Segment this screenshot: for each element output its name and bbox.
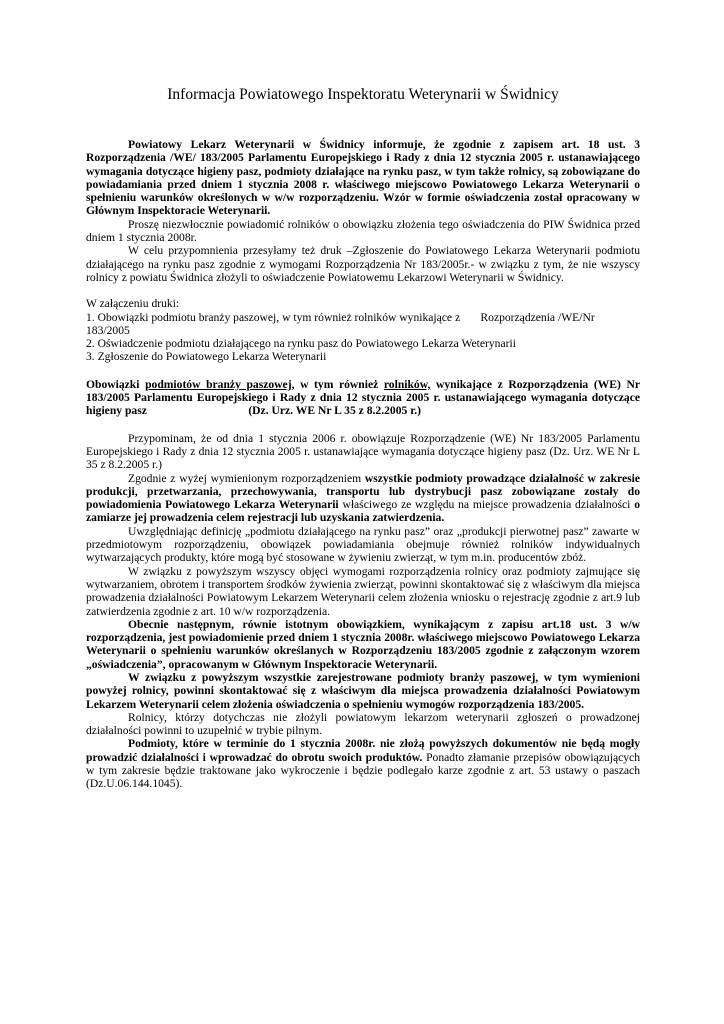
according-text: właściwego ze względu na miejsce prowadzenia działalności (338, 498, 635, 512)
final-bold: Podmioty, które w terminie do 1 stycznia 2008r. nie złożą powyższych dokumentów nie będą mogły prowadzić działalności i wprowadzać do obrotu swoich produktów. (86, 737, 640, 764)
attachment-item-1: 1. Obowiązki podmiotu branży paszowej, w tym również rolników wynikające z Rozporządzenia /WE/Nr 183/2005 (86, 310, 598, 337)
section-heading-part: Rozporządzenia (WE) Nr 183/2005 Parlamentu Europejskiego i Rady z dnia 12 stycznia 2005 r. ustanawiającego wymagania dotyczące higieny pasz (Dz. Urz. WE Nr L 35 z 8.2.2005 r.) (86, 377, 643, 418)
attachments-heading: W załączeniu druki: (86, 297, 180, 311)
notify-paragraph: Proszę niezwłocznie powiadomić rolników o obowiązku złożenia tego oświadczenia do PIW Świdnica przed dniem 1 stycznia 2008r. (86, 217, 640, 245)
reminder-paragraph: W celu przypomnienia przesyłamy też druk –Zgłoszenie do Powiatowego Lekarza Weterynarii podmiotu działającego na rynku pasz zgodnie z wymogami Rozporządzenia Nr 183/2005r.- w związku z tym, że nie wszyscy rolnicy z powiatu Świdnica złożyli to oświadczenie Powiatowemu Lekarzowi Weterynarii w Świdnicy. (86, 244, 640, 284)
according-bold: o zamiarze jej prowadzenia celem rejestracji lub uzyskania zatwierdzenia. (86, 498, 640, 525)
next-obligation-paragraph: Obecnie następnym, równie istotnym obowiązkiem, wynikającym z zapisu art.18 ust. 3 w/w rozporządzenia, jest powiadomienie przed dniem 1 stycznia 2008r. właściwego miejscowo Powiatowego Lekarza Weterynarii o spełnieniu warunków określanych w Rozporządzeniu 183/2005 zgodnie z załączonym wzorem „oświadczenia”, opracowanym w Głównym Inspektoracie Weterynarii. (86, 617, 640, 671)
registered-paragraph: W związku z powyższym wszystkie zarejestrowane podmioty branży paszowej, w tym wymienioni powyżej rolnicy, powinni skontaktować się z właściwym dla miejsca prowadzenia działalności Powiatowym Lekarzem Weterynarii celem złożenia oświadczenia o spełnieniu wymogów rozporządzenia 183/2005. (86, 670, 640, 711)
according-bold: wszystkie podmioty prowadzące działalność w zakresie produkcji, przetwarzania, przechowywania, transportu lub dystrybucji pasz zobowiązane zostały do powiadomienia Powiatowego Lekarza Weterynarii (86, 471, 640, 512)
attachment-item-2: 2. Oświadczenie podmiotu działającego na rynku pasz do Powiatowego Lekarza Weterynarii (86, 337, 516, 351)
final-paragraph (86, 737, 640, 790)
according-text: Zgodnie z wyżej wymienionym rozporządzeniem (128, 471, 365, 485)
document-title: Informacja Powiatowego Inspektoratu Weterynarii w Świdnicy (167, 86, 559, 103)
section-heading-part: , w tym również (291, 377, 384, 391)
section-heading-underlined: rolników, (383, 377, 431, 391)
section-heading-part: wynikające z (430, 377, 509, 391)
section-heading-underlined: podmiotów branży paszowej (145, 377, 292, 391)
final-text: Ponadto złamanie przepisów obowiązujących w tym zakresie będzie traktowane jako wykroczenie i będzie podlegało karze zgodnie z art. 53 ustawy o paszach (Dz.U.06.144.1045). (86, 750, 640, 791)
definition-paragraph: Uwzględniając definicję „podmiotu działającego na rynku pasz” oraz „produkcji pierwotnej pasz” zawarte w przedmiotowym rozporządzeniu, obowiązek powiadamiania obejmuje również rolników indywidualnych wytwarzających produkty, które mogą być stosowane w żywieniu zwierząt, w tym m.in. producentów zbóż. (86, 524, 640, 565)
all-parties-paragraph: W związku z powyższym wszyscy objęci wymogami rozporządzenia rolnicy oraz podmioty zajmujące się wytwarzaniem, obrotem i transportem środków żywienia zwierząt, powinni skontaktować się z właściwym dla miejsca prowadzenia działalności Powiatowym Lekarzem Weterynarii celem złożenia wniosku o rejestrację zgodnie z art.9 lub zatwierdzenia zgodnie z art. 10 w/w rozporządzenia. (86, 564, 640, 618)
section-heading-part: Obowiązki (86, 377, 146, 391)
attachments-list (86, 297, 640, 363)
intro-paragraph: Powiatowy Lekarz Weterynarii w Świdnicy informuje, że zgodnie z zapisem art. 18 ust. 3 Rozporządzenia /WE/ 183/2005 Parlamentu Europejskiego i Rady z dnia 12 stycznia 2005 r. ustanawiającego wymagania dotyczące higieny pasz, podmioty działające na rynku pasz, w tym także rolnicy, są zobowiązane do powiadamiania przed dniem 1 stycznia 2008 r. właściwego miejscowo Powiatowego Lekarza Weterynarii o spełnieniu warunków określonych w w/w rozporządzeniu. Wzór w formie oświadczenia został opracowany w Głównym Inspektoracie Weterynarii. (86, 138, 640, 218)
section-heading (86, 377, 643, 418)
attachment-item-3: 3. Zgłoszenie do Powiatowego Lekarza Weterynarii (86, 350, 327, 364)
farmers-paragraph: Rolnicy, którzy dotychczas nie złożyli powiatowym lekarzom weterynarii zgłoszeń o prowadzonej działalności powinni to uzupełnić w trybie pilnym. (86, 710, 640, 738)
according-paragraph (86, 472, 640, 525)
reminder2-paragraph: Przypominam, że od dnia 1 stycznia 2006 r. obowiązuje Rozporządzenie (WE) Nr 183/2005 Parlamentu Europejskiego i Rady z dnia 12 stycznia 2005 r. ustanawiające wymagania dotyczące higieny pasz (Dz. Urz. WE Nr L 35 z 8.2.2005 r.) (86, 431, 640, 472)
document-body (86, 138, 643, 791)
